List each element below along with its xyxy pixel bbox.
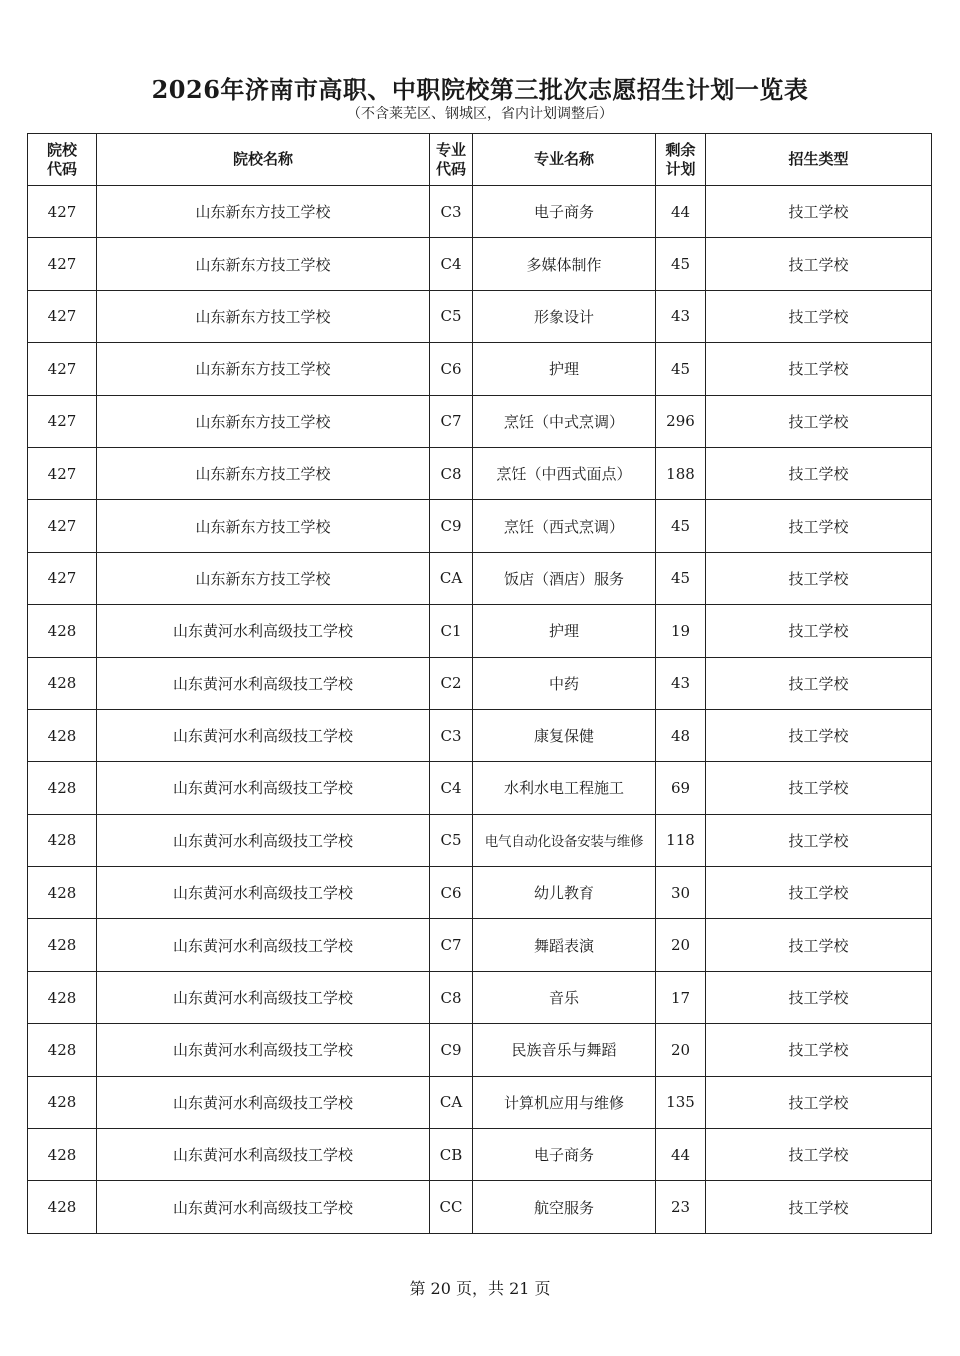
header-major-code [430,134,473,186]
cell-major-code: C7 [430,395,473,447]
cell-remaining-plan: 45 [656,238,706,290]
table-row [28,552,932,604]
cell-school-code: 428 [28,605,97,657]
cell-school-name: 山东黄河水利高级技工学校 [97,762,430,814]
cell-major-code: C4 [430,762,473,814]
cell-major-code: C5 [430,814,473,866]
cell-major-name: 饭店（酒店）服务 [473,552,656,604]
cell-remaining-plan: 188 [656,447,706,499]
cell-remaining-plan: 45 [656,343,706,395]
header-major-code-line2: 代码 [435,159,466,178]
cell-school-code: 428 [28,762,97,814]
cell-enroll-type: 技工学校 [706,1076,932,1128]
cell-remaining-plan: 20 [656,1024,706,1076]
cell-enroll-type: 技工学校 [706,709,932,761]
cell-major-name: 水利水电工程施工 [473,762,656,814]
cell-school-name: 山东黄河水利高级技工学校 [97,657,430,709]
cell-school-name: 山东新东方技工学校 [97,238,430,290]
cell-major-code: C6 [430,343,473,395]
cell-school-name: 山东新东方技工学校 [97,343,430,395]
cell-major-name: 舞蹈表演 [473,919,656,971]
table-row [28,867,932,919]
cell-enroll-type: 技工学校 [706,919,932,971]
cell-school-name: 山东黄河水利高级技工学校 [97,971,430,1023]
cell-school-code: 427 [28,500,97,552]
cell-enroll-type: 技工学校 [706,1181,932,1233]
table-row [28,814,932,866]
cell-remaining-plan: 45 [656,500,706,552]
cell-school-code: 428 [28,1024,97,1076]
cell-school-code: 428 [28,1076,97,1128]
cell-school-name: 山东黄河水利高级技工学校 [97,867,430,919]
cell-school-code: 427 [28,395,97,447]
cell-major-name: 烹饪（中式烹调） [473,395,656,447]
table-row [28,762,932,814]
table-row [28,919,932,971]
cell-school-name: 山东新东方技工学校 [97,186,430,238]
cell-remaining-plan: 118 [656,814,706,866]
table-row [28,186,932,238]
cell-major-code: CB [430,1129,473,1181]
cell-enroll-type: 技工学校 [706,552,932,604]
table-row [28,500,932,552]
cell-school-code: 428 [28,919,97,971]
cell-enroll-type: 技工学校 [706,447,932,499]
table-row [28,605,932,657]
cell-major-name: 音乐 [473,971,656,1023]
cell-remaining-plan: 43 [656,290,706,342]
cell-major-code: C6 [430,867,473,919]
header-school-code [28,134,97,186]
cell-school-name: 山东新东方技工学校 [97,447,430,499]
cell-remaining-plan: 19 [656,605,706,657]
header-remaining-plan-line1: 剩余 [665,140,696,159]
cell-school-code: 428 [28,1181,97,1233]
cell-major-code: C8 [430,447,473,499]
cell-major-name: 航空服务 [473,1181,656,1233]
cell-major-code: C9 [430,1024,473,1076]
cell-school-name: 山东黄河水利高级技工学校 [97,1129,430,1181]
cell-enroll-type: 技工学校 [706,971,932,1023]
cell-school-code: 428 [28,709,97,761]
cell-enroll-type: 技工学校 [706,814,932,866]
header-school-code-line2: 代码 [46,159,77,178]
cell-major-name: 电子商务 [473,186,656,238]
cell-major-name: 形象设计 [473,290,656,342]
cell-school-name: 山东黄河水利高级技工学校 [97,605,430,657]
table-row [28,971,932,1023]
header-school-code-line1: 院校 [46,140,77,159]
cell-enroll-type: 技工学校 [706,343,932,395]
cell-school-code: 428 [28,867,97,919]
cell-major-code: C2 [430,657,473,709]
cell-major-code: C3 [430,186,473,238]
cell-major-code: C8 [430,971,473,1023]
cell-major-code: CC [430,1181,473,1233]
table-row [28,709,932,761]
cell-school-name: 山东新东方技工学校 [97,290,430,342]
cell-school-code: 427 [28,290,97,342]
table-row [28,238,932,290]
cell-school-name: 山东黄河水利高级技工学校 [97,1076,430,1128]
page-title: 2026年济南市高职、中职院校第三批次志愿招生计划一览表 [151,75,809,104]
cell-remaining-plan: 69 [656,762,706,814]
cell-remaining-plan: 296 [656,395,706,447]
cell-major-code: C1 [430,605,473,657]
cell-enroll-type: 技工学校 [706,500,932,552]
cell-remaining-plan: 17 [656,971,706,1023]
cell-major-code: CA [430,1076,473,1128]
header-remaining-plan [656,134,706,186]
cell-school-code: 428 [28,971,97,1023]
page-footer: 第 20 页，共 21 页 [409,1279,551,1298]
cell-school-name: 山东黄河水利高级技工学校 [97,709,430,761]
cell-enroll-type: 技工学校 [706,395,932,447]
cell-remaining-plan: 44 [656,1129,706,1181]
header-enroll-type: 招生类型 [706,134,932,186]
table-row [28,657,932,709]
cell-major-name: 烹饪（中西式面点） [473,447,656,499]
cell-school-code: 428 [28,814,97,866]
cell-enroll-type: 技工学校 [706,605,932,657]
cell-major-name: 电气自动化设备安装与维修 [473,814,656,866]
header-major-code-line1: 专业 [435,140,466,159]
cell-major-name: 护理 [473,343,656,395]
cell-major-code: CA [430,552,473,604]
table-row [28,447,932,499]
cell-major-code: C4 [430,238,473,290]
cell-major-code: C3 [430,709,473,761]
cell-school-name: 山东黄河水利高级技工学校 [97,814,430,866]
cell-enroll-type: 技工学校 [706,867,932,919]
cell-school-name: 山东新东方技工学校 [97,552,430,604]
cell-school-code: 427 [28,186,97,238]
table-header-row [28,134,932,186]
cell-enroll-type: 技工学校 [706,290,932,342]
cell-school-code: 428 [28,1129,97,1181]
cell-school-code: 427 [28,552,97,604]
table-row [28,1129,932,1181]
cell-school-name: 山东黄河水利高级技工学校 [97,919,430,971]
cell-major-code: C5 [430,290,473,342]
table-row [28,290,932,342]
cell-major-name: 电子商务 [473,1129,656,1181]
enrollment-plan-table [27,133,932,1234]
cell-enroll-type: 技工学校 [706,762,932,814]
cell-remaining-plan: 45 [656,552,706,604]
cell-school-code: 427 [28,447,97,499]
cell-school-code: 427 [28,343,97,395]
cell-enroll-type: 技工学校 [706,1024,932,1076]
cell-school-name: 山东黄河水利高级技工学校 [97,1181,430,1233]
cell-school-name: 山东新东方技工学校 [97,500,430,552]
cell-major-name: 烹饪（西式烹调） [473,500,656,552]
cell-major-name: 护理 [473,605,656,657]
cell-enroll-type: 技工学校 [706,186,932,238]
table-row [28,1024,932,1076]
cell-enroll-type: 技工学校 [706,238,932,290]
cell-major-code: C7 [430,919,473,971]
table-row [28,395,932,447]
cell-school-code: 427 [28,238,97,290]
cell-enroll-type: 技工学校 [706,1129,932,1181]
cell-major-name: 多媒体制作 [473,238,656,290]
cell-school-name: 山东黄河水利高级技工学校 [97,1024,430,1076]
cell-major-code: C9 [430,500,473,552]
cell-school-code: 428 [28,657,97,709]
cell-enroll-type: 技工学校 [706,657,932,709]
cell-remaining-plan: 23 [656,1181,706,1233]
cell-remaining-plan: 48 [656,709,706,761]
cell-remaining-plan: 30 [656,867,706,919]
cell-remaining-plan: 20 [656,919,706,971]
cell-remaining-plan: 43 [656,657,706,709]
header-school-name: 院校名称 [97,134,430,186]
header-remaining-plan-line2: 计划 [665,159,696,178]
cell-major-name: 民族音乐与舞蹈 [473,1024,656,1076]
cell-remaining-plan: 135 [656,1076,706,1128]
cell-major-name: 幼儿教育 [473,867,656,919]
cell-school-name: 山东新东方技工学校 [97,395,430,447]
table-row [28,1181,932,1233]
cell-major-name: 计算机应用与维修 [473,1076,656,1128]
page-subtitle: （不含莱芜区、钢城区，省内计划调整后） [347,106,613,122]
header-major-name: 专业名称 [473,134,656,186]
cell-major-name: 康复保健 [473,709,656,761]
cell-remaining-plan: 44 [656,186,706,238]
table-row [28,1076,932,1128]
table-row [28,343,932,395]
cell-major-name: 中药 [473,657,656,709]
